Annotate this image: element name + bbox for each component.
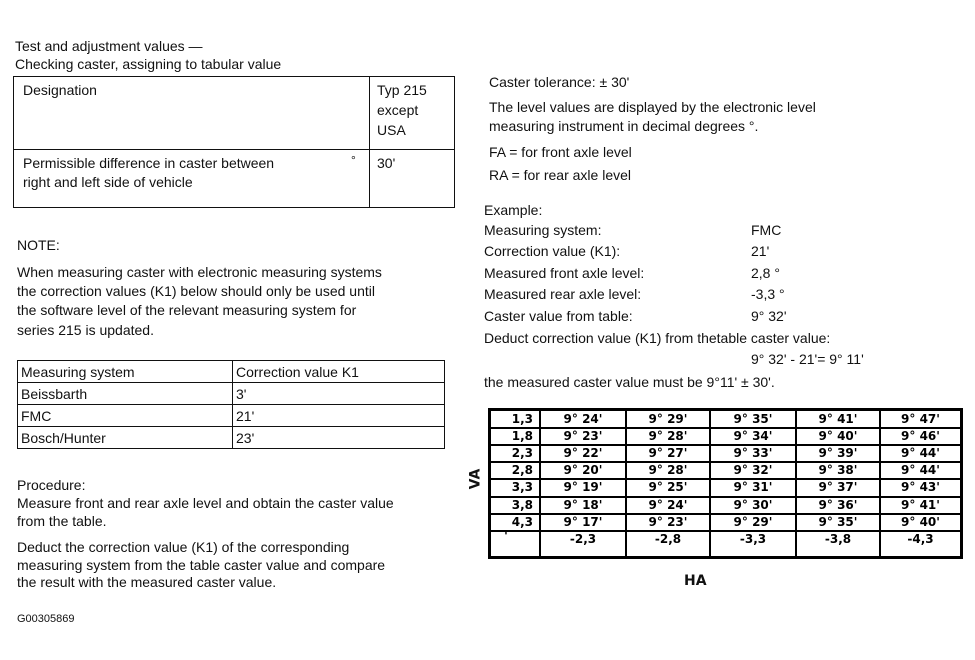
caster-value-cell: 9° 28': [648, 463, 688, 477]
va-value: 3,8: [511, 498, 533, 512]
caster-value-cell: 9° 44': [901, 463, 940, 477]
ha-value: -3,8: [824, 532, 852, 546]
caster-value-cell: 9° 22': [563, 446, 603, 460]
caster-value-cell: 9° 35': [733, 412, 773, 426]
caster-value-cell: 9° 40': [818, 429, 858, 443]
procedure-para2-line-3: the result with the measured caster value.: [17, 574, 277, 590]
procedure-para1-line-2: from the table.: [17, 513, 107, 529]
caster-value-cell: 9° 20': [563, 463, 603, 477]
note-line-4: series 215 is updated.: [17, 322, 154, 338]
caster-value-cell: 9° 29': [648, 412, 688, 426]
caster-value-cell: 9° 41': [901, 498, 940, 512]
caster-value-cell: 9° 24': [563, 412, 603, 426]
caster-value-cell: 9° 41': [818, 412, 858, 426]
va-value: 1,8: [511, 429, 533, 443]
va-value: 2,8: [511, 463, 533, 477]
table-cell: Bosch/Hunter: [18, 427, 233, 449]
caster-value-cell: 9° 23': [563, 429, 603, 443]
caster-value-cell: 9° 38': [818, 463, 858, 477]
caster-value-cell: 9° 19': [563, 480, 603, 494]
caster-value-cell: 9° 18': [563, 498, 603, 512]
caster-value-cell: 9° 33': [733, 446, 773, 460]
caster-value-cell: 9° 43': [901, 480, 940, 494]
typ-header-line-3: USA: [377, 122, 406, 138]
deduct-instruction: Deduct correction value (K1) from thetable caster value:: [484, 330, 831, 346]
caster-value-cell: 9° 24': [648, 498, 688, 512]
va-value: 4,3: [511, 515, 533, 529]
note-line-2: the correction values (K1) below should only be used until: [17, 283, 375, 299]
designation-header: Designation: [23, 82, 97, 98]
caster-value-cell: 9° 25': [648, 480, 688, 494]
table-cell: FMC: [18, 405, 233, 427]
measured-result: the measured caster value must be 9°11' ± 30'.: [484, 374, 775, 390]
caster-value-cell: 9° 23': [648, 515, 688, 529]
va-axis-label: VA: [467, 468, 484, 490]
ha-axis-label: HA: [684, 573, 707, 589]
table-row: [18, 427, 445, 449]
corner-mark: ': [504, 529, 508, 543]
table-row: [18, 405, 445, 427]
note-line-1: When measuring caster with electronic measuring systems: [17, 264, 382, 280]
caster-value-cell: 9° 35': [818, 515, 858, 529]
example-label: Measuring system:: [484, 222, 602, 238]
correction-table: [17, 360, 445, 449]
example-heading: Example:: [484, 202, 543, 218]
figure-code: G00305869: [17, 613, 75, 625]
caster-value-cell: 9° 28': [648, 429, 688, 443]
caster-value-cell: 9° 39': [818, 446, 858, 460]
table-row: [18, 361, 445, 383]
caster-value-cell: 9° 17': [563, 515, 603, 529]
va-value: 3,3: [511, 480, 533, 494]
caster-value-cell: 9° 32': [733, 463, 773, 477]
procedure-para2-line-2: measuring system from the table caster value and compare: [17, 557, 386, 573]
typ-header-line-1: Typ 215: [377, 82, 427, 98]
degree-unit: °: [351, 153, 356, 167]
note-line-3: the software level of the relevant measuring system for: [17, 302, 357, 318]
va-value: 2,3: [511, 446, 533, 460]
caster-difference-value: 30': [377, 155, 396, 171]
level-values-line-1: The level values are displayed by the electronic level: [489, 99, 816, 115]
table-header-cell: Measuring system: [18, 361, 233, 383]
table-row: [18, 383, 445, 405]
va-value: 1,3: [511, 412, 533, 426]
table-cell: Beissbarth: [18, 383, 233, 405]
example-label: Measured rear axle level:: [484, 286, 642, 302]
caster-value-cell: 9° 46': [901, 429, 940, 443]
level-values-line-2: measuring instrument in decimal degrees °.: [489, 118, 759, 134]
caster-value-cell: 9° 47': [901, 412, 940, 426]
example-label: Correction value (K1):: [484, 243, 621, 259]
note-heading: NOTE:: [17, 237, 60, 253]
ha-value: -2,8: [654, 532, 682, 546]
example-value: 21': [751, 243, 770, 259]
caster-value-cell: 9° 44': [901, 446, 940, 460]
caster-difference-label-line-1: Permissible difference in caster between: [23, 155, 275, 171]
caster-value-cell: 9° 36': [818, 498, 858, 512]
caster-value-cell: 9° 27': [648, 446, 688, 460]
caster-difference-label-line-2: right and left side of vehicle: [23, 174, 193, 190]
table-cell: 21': [233, 405, 445, 427]
table-cell: 23': [233, 427, 445, 449]
caster-value-cell: 9° 31': [733, 480, 773, 494]
caster-tolerance: Caster tolerance: ± 30': [489, 74, 630, 90]
caster-value-cell: 9° 30': [733, 498, 773, 512]
ha-value: -3,3: [739, 532, 767, 546]
deduct-calculation: 9° 32' - 21'= 9° 11': [751, 351, 864, 367]
example-label: Measured front axle level:: [484, 265, 645, 281]
page-title-line-1: Test and adjustment values —: [15, 38, 203, 54]
typ-header-line-2: except: [377, 102, 419, 118]
example-value: FMC: [751, 222, 782, 238]
example-label: Caster value from table:: [484, 308, 633, 324]
table-header-cell: Correction value K1: [233, 361, 445, 383]
caster-value-cell: 9° 34': [733, 429, 773, 443]
table-cell: 3': [233, 383, 445, 405]
ha-value: -4,3: [907, 532, 934, 546]
procedure-para2-line-1: Deduct the correction value (K1) of the corresponding: [17, 539, 350, 555]
ra-definition: RA = for rear axle level: [489, 167, 632, 183]
ha-value: -2,3: [569, 532, 597, 546]
procedure-heading: Procedure:: [17, 477, 86, 493]
caster-value-cell: 9° 37': [818, 480, 858, 494]
caster-value-cell: 9° 29': [733, 515, 773, 529]
caster-value-cell: 9° 40': [901, 515, 940, 529]
example-value: -3,3 °: [751, 286, 785, 302]
example-value: 2,8 °: [751, 265, 780, 281]
page-title-line-2: Checking caster, assigning to tabular value: [15, 56, 282, 72]
caster-value-table: [488, 408, 963, 559]
fa-definition: FA = for front axle level: [489, 144, 632, 160]
example-value: 9° 32': [751, 308, 787, 324]
designation-table: [13, 76, 455, 208]
procedure-para1-line-1: Measure front and rear axle level and obtain the caster value: [17, 495, 394, 511]
